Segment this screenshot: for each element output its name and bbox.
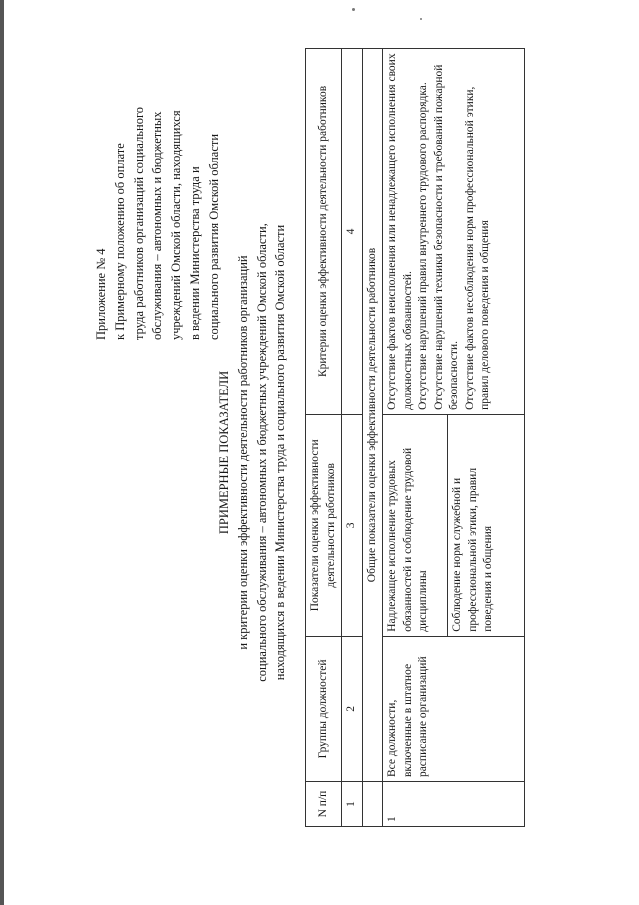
subtitle-line: социального обслуживания – автономных и бюджетных учреждений Омской области, [254,223,269,682]
appendix-line: труда работников организаций социального [131,106,146,340]
appendix-line: учреждений Омской области, находящихся [169,110,184,340]
header-indicators: Показатели оценки эффективности деятельности работников [306,414,342,636]
section-title: Общие показатели оценки эффективности деятельности работников [362,49,383,782]
criteria-item: Отсутствие нарушений техники безопасности и требований пожарной безопасности. [432,64,460,410]
indicators-table [305,48,525,827]
column-number: 2 [342,636,363,781]
appendix-line: социального развития Омской области [206,133,221,340]
header-criteria: Критерии оценки эффективности деятельности работников [306,49,342,415]
row-indicator: Соблюдение норм служебной и профессиональной этики, правил поведения и общения [448,414,525,636]
appendix-note [92,40,224,340]
column-number: 1 [342,782,363,827]
appendix-line: к Примерному положению об оплате [112,143,127,340]
header-number: N п/п [306,782,342,827]
document-title: ПРИМЕРНЫЕ ПОКАЗАТЕЛИ [217,370,231,535]
row-group: Все должности, включенные в штатное расписание организаций [383,636,525,781]
row-number: 1 [383,782,525,827]
section-row [362,49,383,827]
appendix-line: Приложение № 4 [94,248,108,340]
appendix-line: обслуживания – автономных и бюджетных [150,111,165,340]
appendix-line: в ведении Министерства труда и [187,166,202,340]
subtitle-line: и критерии оценки эффективности деятельности работников организаций [235,255,250,650]
criteria-item: Отсутствие фактов несоблюдения норм профессиональной этики, правил делового поведения и общения [463,86,491,410]
row-criteria [383,49,525,415]
column-number: 3 [342,414,363,636]
column-number-row [342,49,363,827]
document-heading [215,0,290,905]
subtitle-line: находящихся в ведении Министерства труда и социального развития Омской области [273,224,288,681]
column-number: 4 [342,49,363,415]
header-groups: Группы должностей [306,636,342,781]
table-row [383,49,448,827]
criteria-item: Отсутствие фактов неисполнения или ненадлежащего исполнения своих должностных обязанностей. [386,53,414,410]
table-header-row [306,49,342,827]
row-indicator: Надлежащее исполнение трудовых обязанностей и соблюдение трудовой дисциплины [383,414,448,636]
criteria-item: Отсутствие нарушений правил внутреннего трудового распорядка. [417,82,429,410]
